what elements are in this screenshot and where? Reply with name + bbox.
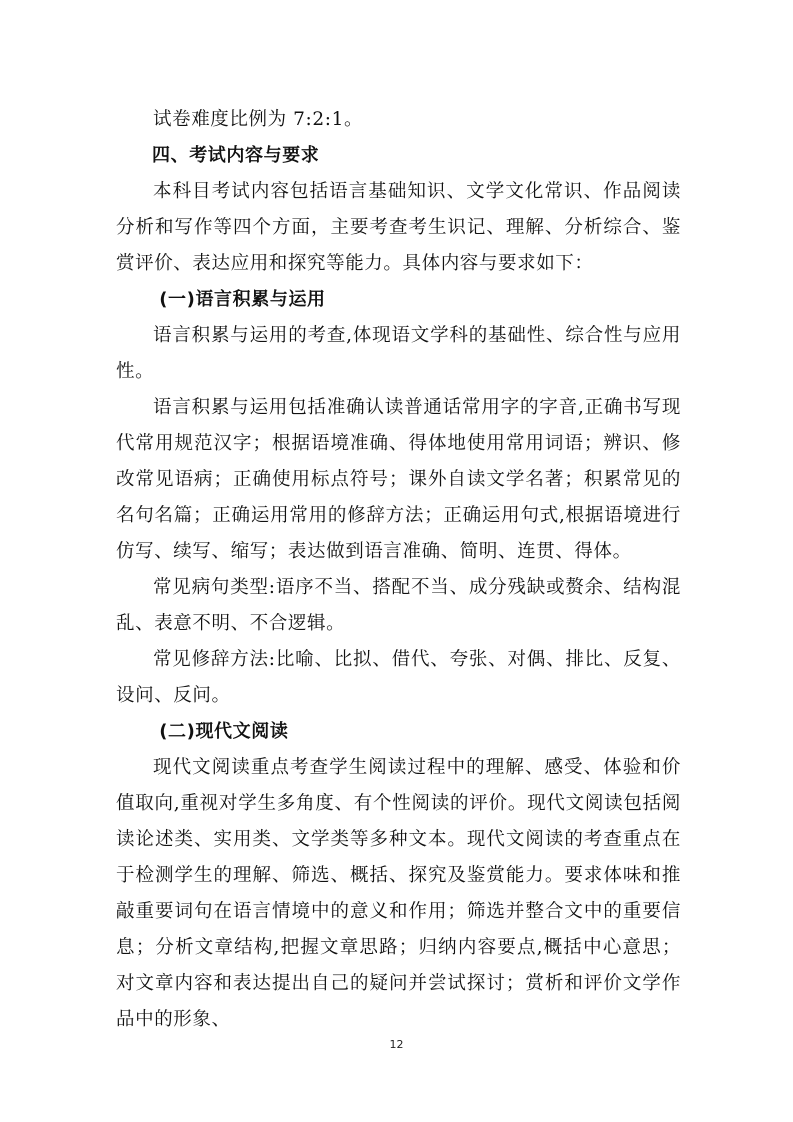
paragraph-language-details: 语言积累与运用包括准确认读普通话常用字的字音,正确书写现代常用规范汉字；根据语境准确、得体地使用常用词语；辨识、修改常见语病；正确使用标点符号；课外自读文学名著；积累常见的名句名篇；正确运用常用的修辞方法；正确运用句式,根据语境进行仿写、续写、缩写；表达做到语言准确、简明、连贯、得体。 bbox=[116, 397, 681, 562]
section-heading-exam-content: 四、考试内容与要求 bbox=[152, 145, 320, 166]
page-body bbox=[116, 102, 681, 1038]
paragraph-sentence-errors: 常见病句类型:语序不当、搭配不当、成分残缺或赘余、结构混乱、表意不明、不合逻辑。 bbox=[116, 577, 681, 634]
paragraph-modern-reading: 现代文阅读重点考查学生阅读过程中的理解、感受、体验和价值取向,重视对学生多角度、有个性阅读的评价。现代文阅读包括阅读论述类、实用类、文学类等多种文本。现代文阅读的考查重点在于检测学生的理解、筛选、概括、探究及鉴赏能力。要求体味和推敲重要词句在语言情境中的意义和作用；筛选并整合文中的重要信息；分析文章结构,把握文章思路；归纳内容要点,概括中心意思；对文章内容和表达提出自己的疑问并尝试探讨；赏析和评价文学作品中的形象、 bbox=[116, 757, 681, 1030]
paragraph-rhetoric-methods: 常见修辞方法:比喻、比拟、借代、夸张、对偶、排比、反复、设问、反问。 bbox=[116, 649, 681, 706]
paragraph-difficulty-ratio: 试卷难度比例为 7:2:1。 bbox=[153, 109, 364, 130]
subsection-heading-language-accumulation: (一)语言积累与运用 bbox=[159, 289, 326, 310]
paragraph-exam-scope: 本科目考试内容包括语言基础知识、文学文化常识、作品阅读分析和写作等四个方面，主要考查考生识记、理解、分析综合、鉴赏评价、表达应用和探究等能力。具体内容与要求如下： bbox=[116, 181, 681, 274]
page-number: 12 bbox=[389, 1038, 404, 1051]
paragraph-language-intro: 语言积累与运用的考查,体现语文学科的基础性、综合性与应用性。 bbox=[116, 325, 681, 382]
subsection-heading-modern-reading: (二)现代文阅读 bbox=[159, 721, 289, 742]
